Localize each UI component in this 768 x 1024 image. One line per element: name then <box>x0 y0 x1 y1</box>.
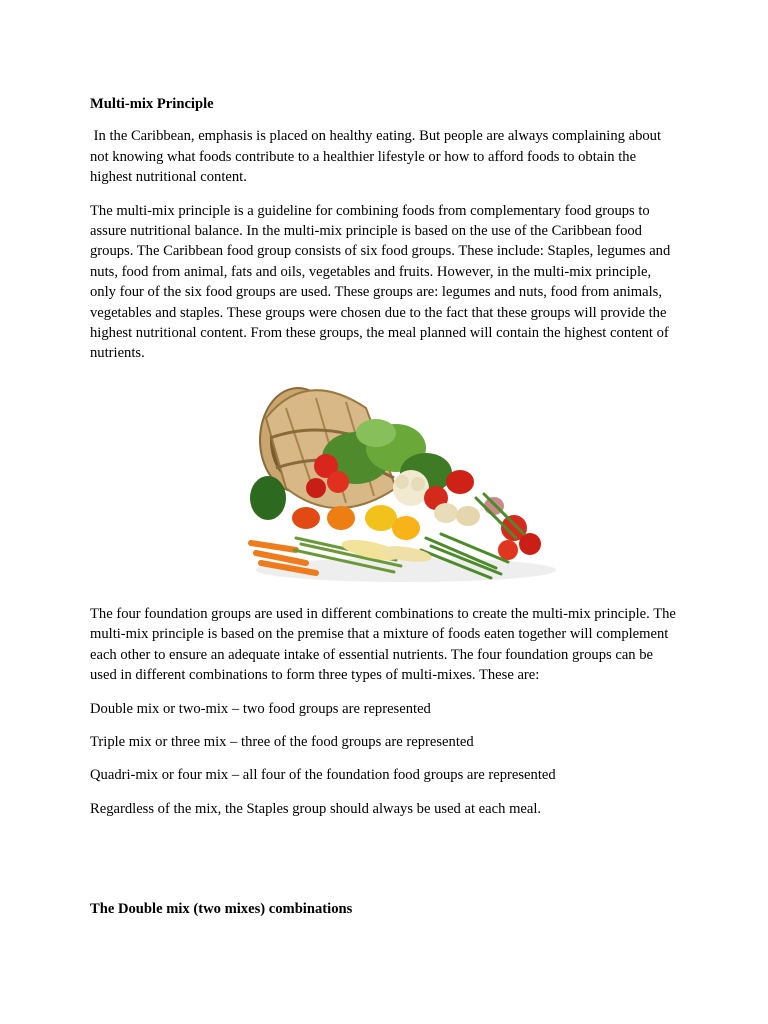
list-item-quadri-mix: Quadri-mix or four mix – all four of the foundation food groups are represented <box>90 767 556 784</box>
paragraph-definition: The multi-mix principle is a guideline for combining foods from complementary food groups to assure nutritional balance. In the multi-mix principle is based on the use of the Caribbean food groups. The Caribbean food group consists of six food groups. These include: Staples, legumes and nuts, food from animal, fats and oils, vegetables and fruits. However, in the multi-mix principle, only four of the six food groups are used. These groups are: legumes and nuts, food from animals, vegetables and staples. These groups were chosen due to the fact that these groups will provide the highest nutritional content. From these groups, the meal planned will contain the highest content of nutrients. <box>90 202 671 362</box>
list-item-double-mix: Double mix or two-mix – two food groups are represented <box>90 700 431 717</box>
paragraph-intro: In the Caribbean, emphasis is placed on healthy eating. But people are always complaining about not knowing what foods contribute to a healthier lifestyle or how to afford foods to obtain the highest nutritional content. <box>90 128 665 186</box>
paragraph-staples-note: Regardless of the mix, the Staples group should always be used at each meal. <box>90 800 542 817</box>
paragraph-foundation-groups: The four foundation groups are used in different combinations to create the multi-mix principle. The multi-mix principle is based on the premise that a mixture of foods eaten together will complement each other to ensure an adequate intake of essential nutrients. The four foundation groups can be used in different combinations to form three types of multi-mixes. These are: <box>90 605 676 684</box>
section-subheading: The Double mix (two mixes) combinations <box>90 901 353 918</box>
document-title: Multi-mix Principle <box>90 96 214 112</box>
figure-container <box>90 378 680 586</box>
vegetable-basket-image <box>246 378 558 586</box>
list-item-triple-mix: Triple mix or three mix – three of the food groups are represented <box>90 733 474 750</box>
document-body <box>90 94 680 920</box>
